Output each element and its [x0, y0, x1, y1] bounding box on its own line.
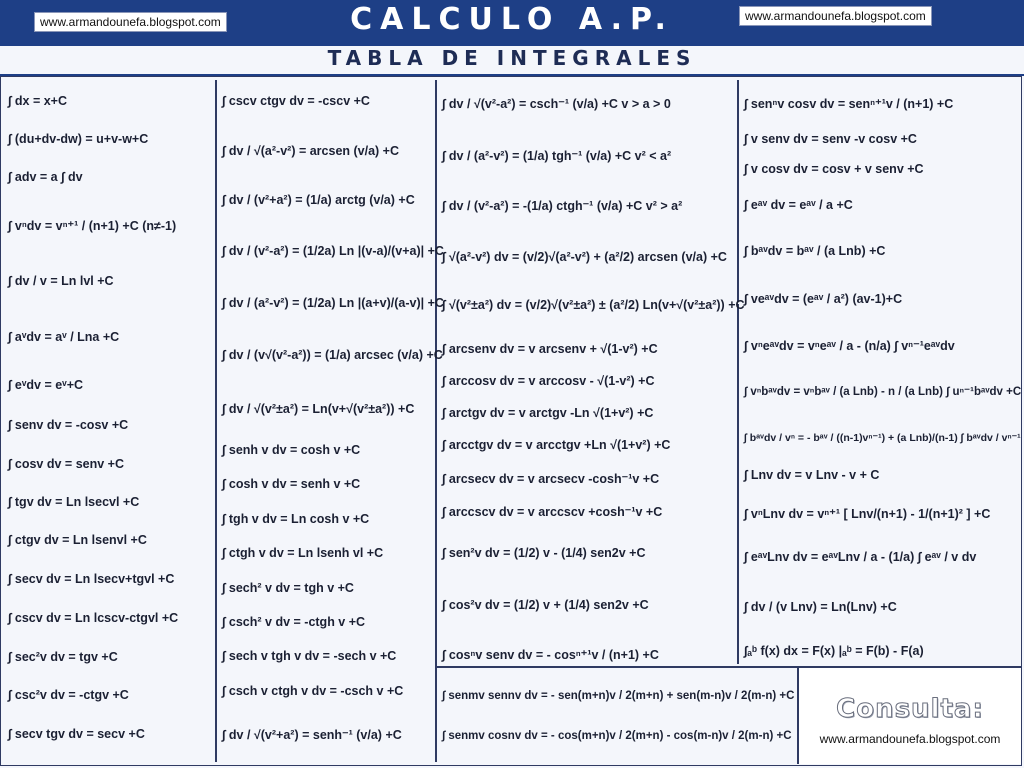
- formula: ∫ ctgh v dv = Ln lsenh vl +C: [222, 546, 384, 560]
- formula: ∫ arccscv dv = v arccscv +cosh⁻¹v +C: [442, 505, 663, 519]
- formula: ∫ secv tgv dv = secv +C: [8, 727, 145, 741]
- formula: ∫ cosv dv = senv +C: [8, 457, 124, 471]
- formula: ∫ dv / (v√(v²-a²)) = (1/a) arcsec (v/a) +C: [222, 348, 443, 362]
- formula: ∫ vⁿdv = vⁿ⁺¹ / (n+1) +C (n≠-1): [8, 219, 177, 233]
- formula: ∫ ctgv dv = Ln lsenvl +C: [8, 533, 147, 547]
- formula: ∫ vⁿLnv dv = vⁿ⁺¹ [ Lnv/(n+1) - 1/(n+1)² ] +C: [744, 507, 991, 521]
- formula: ∫ dv / √(a²-v²) = arcsen (v/a) +C: [222, 144, 400, 158]
- consult-url[interactable]: www.armandounefa.blogspot.com: [819, 732, 1001, 746]
- formula: ∫ v cosv dv = cosv + v senv +C: [744, 162, 924, 176]
- formula: ∫ arctgv dv = v arctgv -Ln √(1+v²) +C: [442, 406, 654, 420]
- formula: ∫ tgv dv = Ln lsecvl +C: [8, 495, 140, 509]
- formula: ∫ dv / (v Lnv) = Ln(Lnv) +C: [744, 600, 897, 614]
- formula: ∫ dv / (v²+a²) = (1/a) arctg (v/a) +C: [222, 193, 415, 207]
- formula: ∫ sec²v dv = tgv +C: [8, 650, 118, 664]
- formula: ∫ bᵃᵛdv / vⁿ = - bᵃᵛ / ((n-1)vⁿ⁻¹) + (a Lnb)/(n-1) ∫ bᵃᵛdv / vⁿ⁻¹: [744, 432, 1021, 444]
- formula: ∫ cosⁿv senv dv = - cosⁿ⁺¹v / (n+1) +C: [442, 648, 659, 662]
- formula: ∫ √(v²±a²) dv = (v/2)√(v²±a²) ± (a²/2) Ln(v+√(v²±a²)) +C: [442, 298, 745, 312]
- formula: ∫ senmv sennv dv = - sen(m+n)v / 2(m+n) + sen(m-n)v / 2(m-n) +C: [442, 690, 795, 702]
- formula: ∫ dx = x+C: [8, 94, 68, 108]
- column-3-bottom: [437, 666, 799, 764]
- formula: ∫ dv / √(v²±a²) = Ln(v+√(v²±a²)) +C: [222, 402, 415, 416]
- formula: ∫ v senv dv = senv -v cosv +C: [744, 132, 917, 146]
- formula: ∫ cos²v dv = (1/2) v + (1/4) sen2v +C: [442, 598, 649, 612]
- formula: ∫ dv / √(v²-a²) = csch⁻¹ (v/a) +C v > a > 0: [442, 97, 671, 111]
- formula: ∫ dv / (v²-a²) = -(1/a) ctgh⁻¹ (v/a) +C v² > a²: [442, 199, 683, 213]
- formula: ∫ dv / √(v²+a²) = senh⁻¹ (v/a) +C: [222, 728, 402, 742]
- formula: ∫ sen²v dv = (1/2) v - (1/4) sen2v +C: [442, 546, 646, 560]
- formula: ∫ eᵃᵛLnv dv = eᵃᵛLnv / a - (1/a) ∫ eᵃᵛ / v dv: [744, 550, 977, 564]
- formula: ∫ arcctgv dv = v arcctgv +Ln √(1+v²) +C: [442, 438, 671, 452]
- formula: ∫ vⁿbᵃᵛdv = vⁿbᵃᵛ / (a Lnb) - n / (a Lnb) ∫ uⁿ⁻¹bᵃᵛdv +C: [744, 386, 1022, 398]
- formula: ∫ cosh v dv = senh v +C: [222, 477, 361, 491]
- formula: ∫ eᵛdv = eᵛ+C: [8, 378, 84, 392]
- formula: ∫ senⁿv cosv dv = senⁿ⁺¹v / (n+1) +C: [744, 97, 954, 111]
- formula: ∫ Lnv dv = v Lnv - v + C: [744, 468, 880, 482]
- consult-title: Consulta:: [836, 694, 984, 724]
- formula: ∫ cscv dv = Ln lcscv-ctgvl +C: [8, 611, 179, 625]
- formula: ∫ dv / v = Ln lvl +C: [8, 274, 114, 288]
- formula: ∫ sech v tgh v dv = -sech v +C: [222, 649, 397, 663]
- page-subtitle: TABLA DE INTEGRALES: [327, 46, 697, 70]
- formula: ∫ csch v ctgh v dv = -csch v +C: [222, 684, 404, 698]
- formula: ∫ senmv cosnv dv = - cos(m+n)v / 2(m+n) - cos(m-n)v / 2(m-n) +C: [442, 730, 792, 742]
- formula: ∫ secv dv = Ln lsecv+tgvl +C: [8, 572, 175, 586]
- formula: ∫ dv / (v²-a²) = (1/2a) Ln |(v-a)/(v+a)| +C: [222, 244, 444, 258]
- formula: ∫ senv dv = -cosv +C: [8, 418, 129, 432]
- formula: ∫ aᵛdv = aᵛ / Lna +C: [8, 330, 120, 344]
- formula: ∫ sech² v dv = tgh v +C: [222, 581, 354, 595]
- blog-url-left[interactable]: www.armandounefa.blogspot.com: [34, 12, 227, 32]
- formula: ∫ arcsenv dv = v arcsenv + √(1-v²) +C: [442, 342, 658, 356]
- consult-box: [799, 666, 1021, 764]
- formula: ∫ₐᵇ f(x) dx = F(x) |ₐᵇ = F(b) - F(a): [744, 644, 924, 658]
- formula: ∫ csc²v dv = -ctgv +C: [8, 688, 129, 702]
- blog-url-right[interactable]: www.armandounefa.blogspot.com: [739, 6, 932, 26]
- formula: ∫ tgh v dv = Ln cosh v +C: [222, 512, 370, 526]
- formula: ∫ adv = a ∫ dv: [8, 170, 83, 184]
- formula: ∫ cscv ctgv dv = -cscv +C: [222, 94, 370, 108]
- formula: ∫ eᵃᵛ dv = eᵃᵛ / a +C: [744, 198, 853, 212]
- formula: ∫ veᵃᵛdv = (eᵃᵛ / a²) (av-1)+C: [744, 292, 903, 306]
- formula: ∫ √(a²-v²) dv = (v/2)√(a²-v²) + (a²/2) arcsen (v/a) +C: [442, 250, 727, 264]
- formula: ∫ arccosv dv = v arccosv - √(1-v²) +C: [442, 374, 655, 388]
- formula: ∫ arcsecv dv = v arcsecv -cosh⁻¹v +C: [442, 472, 660, 486]
- formula: ∫ csch² v dv = -ctgh v +C: [222, 615, 366, 629]
- formula: ∫ senh v dv = cosh v +C: [222, 443, 361, 457]
- page-title: CALCULO A.P.: [350, 2, 674, 37]
- column-3-top: [437, 80, 739, 302]
- formula: ∫ bᵃᵛdv = bᵃᵛ / (a Lnb) +C: [744, 244, 886, 258]
- formula: ∫ (du+dv-dw) = u+v-w+C: [8, 132, 149, 146]
- formula: ∫ vⁿeᵃᵛdv = vⁿeᵃᵛ / a - (n/a) ∫ vⁿ⁻¹eᵃᵛdv: [744, 339, 955, 353]
- formula: ∫ dv / (a²-v²) = (1/2a) Ln |(a+v)/(a-v)| +C: [222, 296, 444, 310]
- formula: ∫ dv / (a²-v²) = (1/a) tgh⁻¹ (v/a) +C v² < a²: [442, 149, 672, 163]
